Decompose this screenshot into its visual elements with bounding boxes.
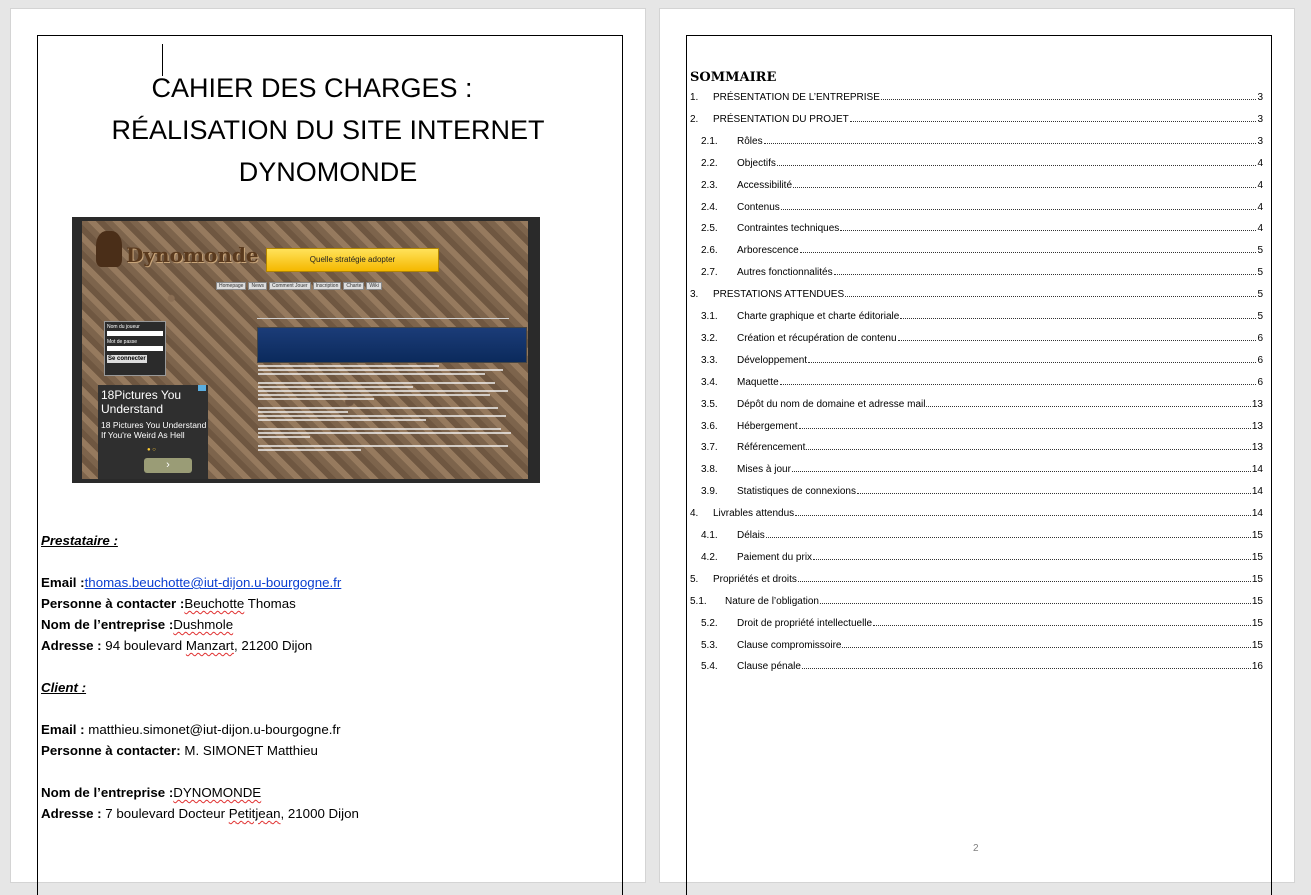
toc-leader-dots	[777, 165, 1257, 166]
toc-entry-number: 3.3.	[701, 354, 718, 366]
toc-entry-page: 5	[1257, 267, 1263, 279]
contact-first-name: Beuchotte	[184, 596, 245, 611]
toc-leader-dots	[873, 625, 1251, 626]
toc-leader-dots	[900, 318, 1256, 319]
toc-entry[interactable]	[690, 177, 1263, 191]
contact-label: Personne à contacter :	[41, 596, 185, 611]
site-menu	[216, 282, 396, 290]
toc-entry[interactable]	[690, 658, 1263, 672]
toc-leader-dots	[842, 647, 1250, 648]
toc-entry-page: 13	[1251, 420, 1263, 432]
toc-leader-dots	[808, 362, 1256, 363]
toc-entry-page: 5	[1257, 245, 1263, 257]
toc-entry-number: 1.	[690, 92, 699, 103]
toc-entry-text: Maquette	[737, 376, 779, 388]
toc-leader-dots	[798, 581, 1251, 582]
toc-leader-dots	[820, 603, 1251, 604]
toc-entry-page: 6	[1257, 332, 1263, 344]
toc-entry-page: 4	[1257, 201, 1263, 213]
toc-entry[interactable]	[690, 571, 1263, 585]
toc-entry[interactable]	[690, 483, 1263, 497]
client-company-name: DYNOMONDE	[173, 785, 262, 800]
ad-next-button: ›	[144, 458, 192, 473]
toc-entry[interactable]	[690, 527, 1263, 541]
toc-entry-text: Hébergement	[737, 420, 798, 432]
toc-leader-dots	[802, 668, 1251, 669]
prestataire-company-line[interactable]	[41, 617, 233, 632]
toc-entry-text: Clause compromissoire	[737, 639, 842, 651]
toc-entry-page: 15	[1251, 551, 1263, 563]
menu-item: Comment Jouer	[269, 282, 311, 290]
menu-item: Charte	[343, 282, 364, 290]
toc-leader-dots	[850, 121, 1257, 122]
toc-leader-dots	[795, 515, 1251, 516]
toc-entry-number: 4.2.	[701, 551, 718, 563]
address-street-word: Petitjean	[228, 806, 281, 821]
toc-entry-page: 16	[1251, 661, 1263, 673]
toc-entry[interactable]	[690, 461, 1263, 475]
document-page-1	[10, 8, 646, 883]
toc-entry[interactable]	[690, 505, 1263, 519]
prestataire-email-link[interactable]: thomas.beuchotte@iut-dijon.u-bourgogne.fr	[84, 575, 342, 590]
toc-leader-dots	[781, 209, 1257, 210]
toc-entry-text: Délais	[737, 530, 765, 541]
toc-entry-page: 5	[1257, 289, 1263, 301]
toc-entry-text: Création et récupération de contenu	[737, 332, 897, 344]
toc-leader-dots	[898, 340, 1257, 341]
site-logo: Dynomonde	[126, 243, 259, 267]
client-email-line[interactable]	[41, 722, 341, 737]
toc-entry[interactable]	[690, 220, 1263, 234]
toc-entry-number: 2.4.	[701, 201, 718, 213]
toc-entry[interactable]	[690, 637, 1263, 651]
carousel-dots-icon: ● ○	[147, 447, 156, 453]
page-number: 2	[973, 843, 979, 854]
login-user-field	[107, 331, 163, 336]
blue-banner	[257, 327, 527, 363]
toc-leader-dots	[834, 274, 1257, 275]
toc-entry-text: Référencement	[737, 442, 806, 454]
toc-leader-dots	[780, 384, 1257, 385]
news-text-block	[258, 365, 516, 453]
toc-leader-dots	[840, 230, 1256, 231]
client-label[interactable]: Client :	[41, 680, 87, 695]
menu-item: Wiki	[366, 282, 381, 290]
toc-leader-dots	[845, 296, 1256, 297]
toc-entry-number: 5.3.	[701, 639, 718, 651]
address-city: , 21000 Dijon	[280, 806, 359, 821]
toc-entry-page: 14	[1251, 486, 1263, 498]
advertisement	[98, 385, 208, 479]
toc-entry-text: Droit de propriété intellectuelle	[737, 617, 873, 629]
toc-entry[interactable]	[690, 418, 1263, 432]
divider	[257, 318, 509, 319]
toc-entry[interactable]	[690, 396, 1263, 410]
toc-entry-number: 2.5.	[701, 223, 718, 235]
toc-entry[interactable]	[690, 374, 1263, 388]
toc-entry-number: 3.1.	[701, 311, 718, 322]
toc-entry[interactable]	[690, 286, 1263, 300]
toc-entry-number: 3.2.	[701, 332, 718, 344]
title-line-2[interactable]: RÉALISATION DU SITE INTERNET	[111, 115, 545, 145]
email-label: Email :	[41, 722, 85, 737]
toc-entry[interactable]	[690, 308, 1263, 322]
toc-entry-text: Objectifs	[737, 157, 776, 169]
website-screenshot-image[interactable]	[72, 217, 540, 483]
toc-entry[interactable]	[690, 615, 1263, 629]
toc-entry-number: 2.7.	[701, 267, 718, 279]
client-email: matthieu.simonet@iut-dijon.u-bourgogne.fr	[84, 722, 341, 737]
toc-entry-text: Nature de l’obligation	[725, 595, 819, 607]
login-user-label: Nom du joueur	[107, 324, 140, 330]
screenshot-background	[82, 221, 528, 479]
toc-entry-text: Accessibilité	[737, 179, 793, 191]
login-box	[104, 321, 166, 376]
toc-entry-text: PRÉSENTATION DU PROJET	[713, 113, 849, 125]
company-label: Nom de l’entreprise :	[41, 785, 174, 800]
toc-entry-number: 3.	[690, 289, 699, 301]
login-button: Se connecter	[108, 356, 146, 362]
toc-entry-page: 6	[1257, 354, 1263, 366]
toc-entry[interactable]	[690, 593, 1263, 607]
toc-entry[interactable]	[690, 133, 1263, 147]
toc-entry-page: 15	[1251, 573, 1263, 585]
toc-entry-page: 3	[1257, 135, 1263, 147]
toc-leader-dots	[764, 143, 1257, 144]
toc-leader-dots	[806, 449, 1251, 450]
toc-entry-number: 5.2.	[701, 617, 718, 629]
toc-entry-number: 2.1.	[701, 135, 718, 147]
toc-entry[interactable]	[690, 352, 1263, 366]
toc-entry-text: Livrables attendus	[713, 508, 795, 520]
toc-entry-page: 15	[1251, 617, 1263, 629]
toc-entry-page: 4	[1257, 223, 1263, 235]
client-contact-line[interactable]	[41, 743, 318, 758]
email-label: Email :	[41, 575, 85, 590]
toc-entry[interactable]	[690, 330, 1263, 344]
toc-entry-number: 2.6.	[701, 245, 718, 257]
toc-entry-page: 4	[1257, 179, 1263, 191]
toc-leader-dots	[793, 187, 1256, 188]
toc-entry-text: Contenus	[737, 201, 780, 213]
company-label: Nom de l’entreprise :	[41, 617, 174, 632]
toc-entry-text: PRESTATIONS ATTENDUES	[713, 289, 845, 301]
toc-entry-number: 3.7.	[701, 442, 718, 454]
toc-entry-page: 6	[1257, 376, 1263, 388]
client-address-line[interactable]	[41, 806, 359, 821]
login-pass-label: Mot de passe	[107, 339, 138, 345]
toc-entry[interactable]	[690, 199, 1263, 213]
ad-text: 18 Pictures You Understand If You're Weird As Hell	[101, 420, 207, 440]
strategy-banner: Quelle stratégie adopter	[266, 248, 439, 272]
menu-item: News	[248, 282, 267, 290]
toc-entry-number: 2.2.	[701, 157, 718, 169]
toc-leader-dots	[800, 252, 1257, 253]
toc-entry-number: 2.	[690, 113, 699, 125]
toc-entry-text: Rôles	[737, 135, 763, 147]
toc-entry-page: 15	[1251, 595, 1263, 607]
toc-leader-dots	[799, 428, 1251, 429]
prestataire-address-line[interactable]	[41, 638, 312, 653]
toc-entry-page: 13	[1251, 442, 1263, 454]
toc-leader-dots	[857, 493, 1251, 494]
toc-entry[interactable]	[690, 439, 1263, 453]
toc-entry[interactable]	[690, 264, 1263, 278]
toc-entry-number: 5.4.	[701, 661, 718, 673]
toc-entry-number: 3.6.	[701, 420, 718, 432]
toc-entry-text: Clause pénale	[737, 661, 801, 673]
toc-entry-number: 3.5.	[701, 398, 718, 410]
menu-item: Inscription	[313, 282, 342, 290]
address-part: 7 boulevard Docteur	[101, 806, 229, 821]
toc-leader-dots	[766, 537, 1251, 538]
toc-entry-page: 4	[1257, 157, 1263, 169]
address-street-word: Manzart	[185, 638, 234, 653]
address-label: Adresse :	[41, 638, 102, 653]
address-part: 94 boulevard	[101, 638, 186, 653]
toc-entry-page: 14	[1251, 508, 1263, 520]
toc-entry-number: 4.	[690, 508, 699, 520]
toc-title[interactable]: SOMMAIRE	[690, 70, 777, 85]
address-label: Adresse :	[41, 806, 102, 821]
toc-entry-text: Contraintes techniques	[737, 223, 840, 235]
toc-entry-page: 14	[1251, 464, 1263, 476]
toc-entry-page: 3	[1257, 113, 1263, 125]
toc-entry[interactable]	[690, 549, 1263, 563]
toc-entry-text: Paiement du prix	[737, 551, 813, 563]
toc-entry-page: 15	[1251, 639, 1263, 651]
toc-entry-page: 13	[1251, 398, 1263, 410]
toc-entry-number: 5.	[690, 573, 699, 585]
toc-leader-dots	[881, 99, 1257, 100]
toc-entry[interactable]	[690, 111, 1263, 125]
toc-entry-page: 5	[1257, 311, 1263, 322]
toc-entry[interactable]	[690, 242, 1263, 256]
toc-entry-text: Développement	[737, 354, 808, 366]
toc-entry-text: PRÉSENTATION DE L’ENTREPRISE	[713, 92, 880, 103]
toc-entry-number: 4.1.	[701, 530, 718, 541]
toc-entry-text: Statistiques de connexions	[737, 486, 856, 498]
client-contact-name: M. SIMONET Matthieu	[180, 743, 318, 758]
toc-entry-page: 3	[1257, 92, 1263, 103]
title-line-3[interactable]: DYNOMONDE	[238, 157, 418, 187]
toc-entry[interactable]	[690, 89, 1263, 103]
caveman-figure-icon	[96, 231, 122, 267]
toc-entry-text: Charte graphique et charte éditoriale	[737, 311, 900, 322]
prestataire-contact-line[interactable]	[41, 596, 296, 611]
toc-entry-text: Autres fonctionnalités	[737, 267, 833, 279]
address-city: , 21200 Dijon	[233, 638, 313, 653]
document-page-2	[659, 8, 1295, 883]
client-company-line[interactable]	[41, 785, 261, 800]
toc-leader-dots	[792, 471, 1251, 472]
toc-entry-text: Propriétés et droits	[713, 573, 797, 585]
toc-entry-number: 5.1.	[690, 595, 707, 607]
login-pass-field	[107, 346, 163, 351]
company-name: Dushmole	[173, 617, 234, 632]
menu-item: Homepage	[216, 282, 246, 290]
contact-last-name: Thomas	[244, 596, 296, 611]
text-cursor	[162, 44, 163, 76]
toc-entry-text: Mises à jour	[737, 464, 791, 476]
prestataire-email-line[interactable]	[41, 575, 341, 590]
toc-entry-number: 3.4.	[701, 376, 718, 388]
toc-leader-dots	[926, 406, 1250, 407]
toc-entry[interactable]	[690, 155, 1263, 169]
toc-entry-number: 3.9.	[701, 486, 718, 498]
toc-entry-number: 3.8.	[701, 464, 718, 476]
toc-leader-dots	[813, 559, 1251, 560]
toc-entry-number: 2.3.	[701, 179, 718, 191]
toc-entry-text: Dépôt du nom de domaine et adresse mail	[737, 398, 926, 410]
toc-entry-page: 15	[1251, 530, 1263, 541]
toc-entry-text: Arborescence	[737, 245, 799, 257]
ad-title: 18Pictures You Understand	[101, 388, 182, 416]
prestataire-label[interactable]: Prestataire :	[41, 533, 118, 548]
title-line-1[interactable]: CAHIER DES CHARGES :	[151, 73, 473, 103]
contact-label: Personne à contacter:	[41, 743, 181, 758]
